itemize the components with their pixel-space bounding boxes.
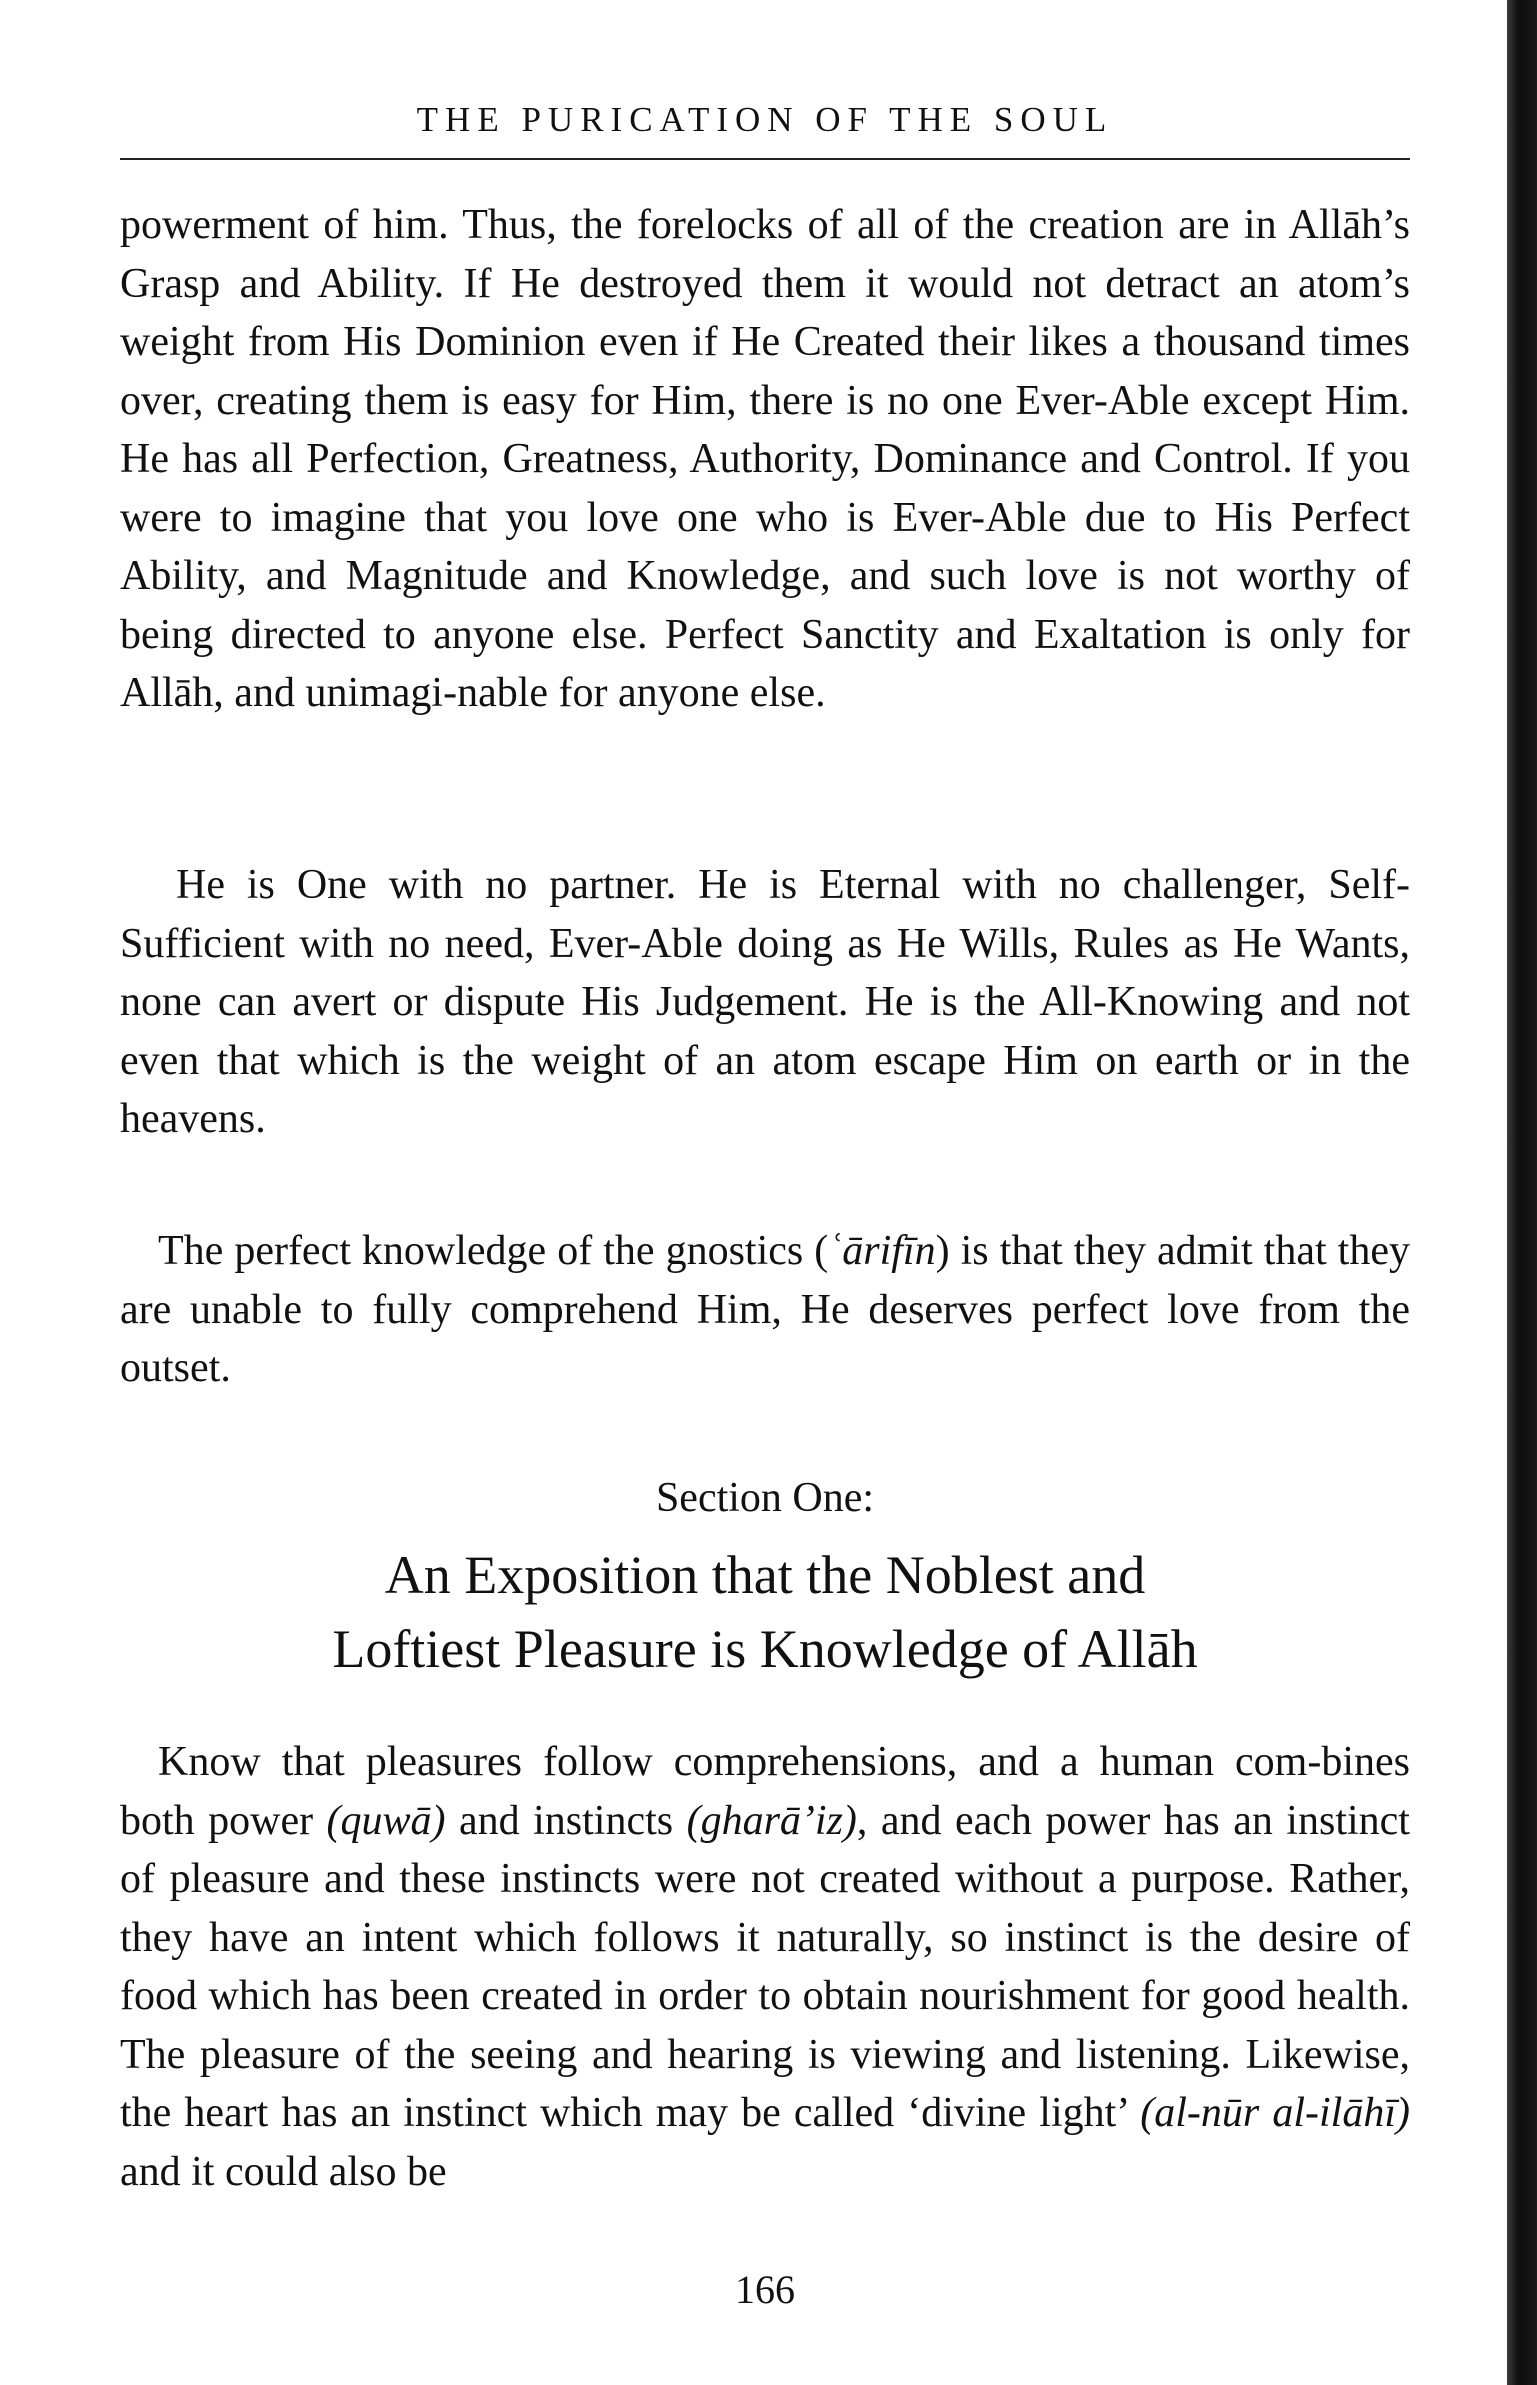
term-al-nur-al-ilahi: (al-nūr al-ilāhī) — [1140, 2090, 1410, 2136]
scan-edge-shadow — [1507, 0, 1537, 2385]
paragraph-3 — [120, 1222, 1410, 1398]
page-number: 166 — [735, 2267, 795, 2312]
paragraph-3-text: The perfect knowledge of the gnostics ( — [158, 1228, 829, 1274]
paragraph-4 — [120, 1733, 1410, 2201]
paragraph-2: He is One with no partner. He is Eternal with no challenger, Self-Sufficient with no need, Ever-Able doing as He Wills, Rules as He Wants, none can avert or dispute His Judgement. He is the All-Knowing and not even that which is the weight of an atom escape Him on earth or in the heavens. — [120, 862, 1410, 1142]
paragraph-1: powerment of him. Thus, the forelocks of all of the creation are in Allāh’s Grasp and Ability. If He destroyed them it would not detract an atom’s weight from His Dominion even if He Created their likes a thousand times over, creating them is easy for Him, there is no one Ever-Able except Him. He has all Perfection, Greatness, Authority, Dominance and Control. If you were to imagine that you love one who is Ever-Able due to His Perfect Ability, and Magnitude and Knowledge, and such love is not worthy of being directed to anyone else. Perfect Sanctity and Exaltation is only for Allāh, and unimagi-nable for anyone else. — [120, 202, 1410, 716]
paragraph-4-text: and it could also be — [120, 2148, 447, 2195]
term-arifin: ʿārifīn — [828, 1228, 936, 1274]
section-title — [120, 1538, 1410, 1686]
paragraph-4-text: , and each power has an instinct of pleasure and these instincts were not created without a purpose. Rather, they have an intent which follows it naturally, so instinct is the desire of food which has been created in order to obtain nourishment for good health. The pleasure of the seeing and hearing is viewing and listening. Likewise, the heart has an instinct which may be called ‘divine light’ — [120, 1797, 1410, 2136]
paragraph-4-text: and instincts — [445, 1797, 687, 1844]
paragraph-4-text: Know that pleasures follow comprehensions, and a human com-bines both power — [120, 1739, 1410, 1844]
paragraph-3-text: ) is that they admit that they are unable to fully comprehend Him, He deserves perfect love from the outset. — [120, 1228, 1410, 1391]
term-quwa: (quwā) — [326, 1797, 446, 1844]
section-title-line: Loftiest Pleasure is Knowledge of Allāh — [332, 1619, 1198, 1679]
section-label: Section One: — [655, 1475, 875, 1521]
term-gharaiz: (gharā’iz) — [686, 1797, 857, 1844]
section-title-line: An Exposition that the Noblest and — [384, 1545, 1146, 1605]
header-rule — [120, 158, 1410, 160]
running-head: THE PURICATION OF THE SOUL — [416, 100, 1114, 139]
